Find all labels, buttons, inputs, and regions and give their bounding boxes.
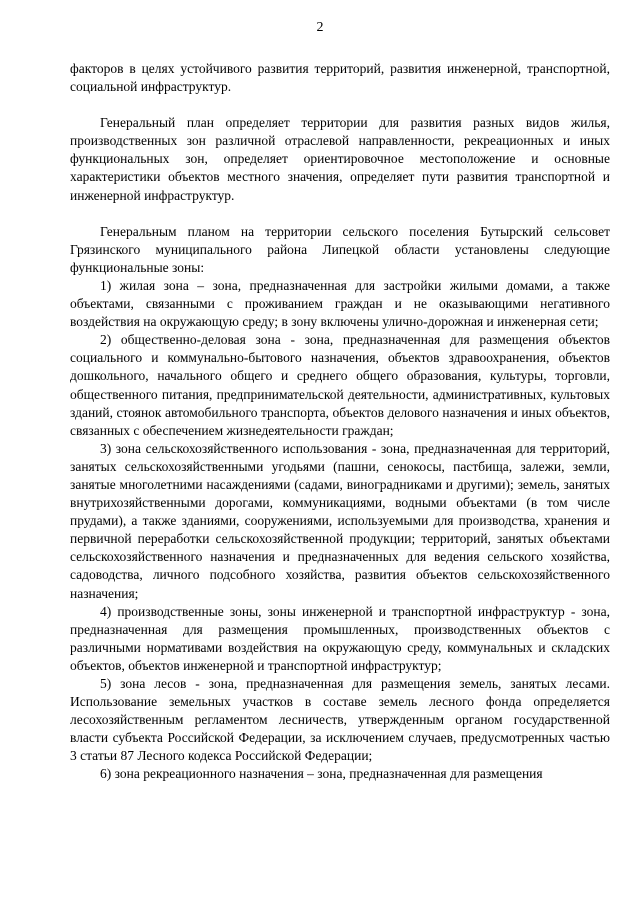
paragraph-general-plan: Генеральный план определяет территории для развития разных видов жилья, производственных зон различной отраслевой направленности, рекреационных и иных функциональных зон, определяет ориентировочное местоположение и основные характеристики объектов местного значения, определяет пути развития транспортной и инженерной инфраструктур.	[70, 115, 610, 203]
paragraph-continuation: факторов в целях устойчивого развития территорий, развития инженерной, транспортной, социальной инфраструктур.	[70, 61, 610, 95]
zone-item-residential: 1) жилая зона – зона, предназначенная для застройки жилыми домами, а также объектами, связанными с проживанием граждан и не оказывающими негативного воздействия на окружающую среду; в зону включены улично-дорожная и инженерная сети;	[70, 277, 610, 330]
paragraph-zones-intro: Генеральным планом на территории сельского поселения Бутырский сельсовет Грязинского муниципального района Липецкой области установлены следующие функциональные зоны:	[70, 223, 610, 275]
zone-item-recreational: 6) зона рекреационного назначения – зона, предназначенная для размещения	[100, 766, 543, 782]
paragraph-gap	[70, 205, 610, 223]
paragraph-gap	[70, 96, 610, 114]
page-number: 2	[316, 20, 324, 35]
document-body	[70, 60, 610, 784]
zone-item-forest: 5) зона лесов - зона, предназначенная для размещения земель, занятых лесами. Использование земельных участков в составе земель лесного фонда определяется лесохозяйственным регламентом лесничеств, утвержденным органом государственной власти субъекта Российской Федерации, за исключением случаев, предусмотренных частью 3 статьи 87 Лесного кодекса Российской Федерации;	[70, 676, 610, 764]
zone-item-agricultural: 3) зона сельскохозяйственного использования - зона, предназначенная для территорий, занятых сельскохозяйственными угодьями (пашни, сенокосы, пастбища, залежи, земли, занятые многолетними насаждениями (садами, виноградниками и другими); земель, занятых внутрихозяйственными дорогами, коммуникациями, водными объектами (в том числе прудами), а также зданиями, сооружениями, используемыми для производства, хранения и первичной переработки сельскохозяйственной продукции; территорий, занятых объектами сельскохозяйственного назначения и предназначенных для ведения сельского хозяйства, садоводства, личного подсобного хозяйства, развития объектов сельскохозяйственного назначения;	[70, 440, 610, 601]
zone-item-industrial: 4) производственные зоны, зоны инженерной и транспортной инфраструктур - зона, предназначенная для размещения промышленных, производственных объектов с различными нормативами воздействия на окружающую среду, коммунальных и складских объектов, объектов инженерной и транспортной инфраструктур;	[70, 603, 610, 673]
zone-item-public-business: 2) общественно-деловая зона - зона, предназначенная для размещения объектов социального и коммунально-бытового назначения, объектов здравоохранения, объектов дошкольного, начального общего и среднего общего образования, культуры, торговли, общественного питания, предпринимательской деятельности, административных, культовых зданий, стоянок автомобильного транспорта, объектов делового назначения и иных объектов, связанных с обеспечением жизнедеятельности граждан;	[70, 332, 610, 438]
